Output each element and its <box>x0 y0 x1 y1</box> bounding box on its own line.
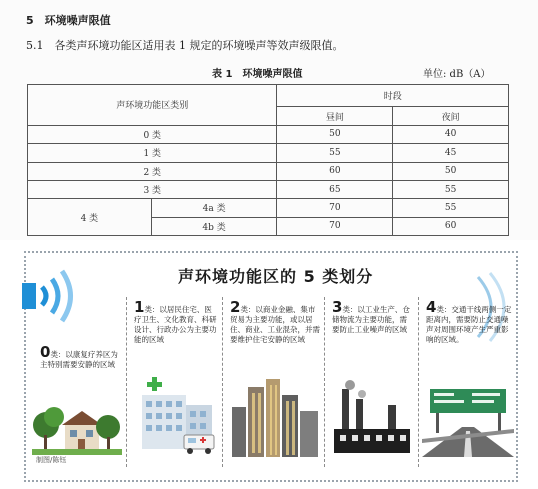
category-number: 0 <box>40 343 51 361</box>
category-number: 2 <box>230 298 241 316</box>
row-label: 1 类 <box>28 144 277 162</box>
category-number: 1 <box>134 298 145 316</box>
category-number: 3 <box>332 298 343 316</box>
row-day: 50 <box>277 125 393 143</box>
row-day: 55 <box>277 144 393 162</box>
row-night: 55 <box>393 180 509 198</box>
category-text: 类：以居民住宅、医疗卫生、文化教育、科研设计、行政办公为主要功能的区域 <box>134 305 217 344</box>
row-day: 65 <box>277 180 393 198</box>
table-row <box>28 162 509 180</box>
table-row <box>28 180 509 198</box>
category-text: 类：以康复疗养区为主特别需要安静的区域 <box>40 350 118 369</box>
city-skyline-illustration <box>228 377 322 457</box>
category-text: 类：以商业金融、集市贸易为主要功能，或以居住、商业、工业混杂，并需要维护住宅安静的区域 <box>230 305 320 344</box>
header-period: 时段 <box>277 85 509 107</box>
category-number: 4 <box>426 298 437 316</box>
noise-limit-table <box>27 84 509 236</box>
row-label-class4: 4 类 <box>28 199 152 236</box>
speaker-icon <box>22 255 102 335</box>
subrow-label: 4b 类 <box>151 217 277 235</box>
row-night: 50 <box>393 162 509 180</box>
house-trees-illustration <box>32 391 122 455</box>
row-label: 3 类 <box>28 180 277 198</box>
subrow-label: 4a 类 <box>151 199 277 217</box>
row-night: 45 <box>393 144 509 162</box>
category-3 <box>332 298 414 335</box>
standard-document <box>0 0 538 240</box>
row-day: 70 <box>277 199 393 217</box>
divider <box>324 297 325 467</box>
category-1 <box>134 298 218 345</box>
clause-text: 5.1 各类声环境功能区适用表 1 规定的环境噪声等效声级限值。 <box>26 39 344 52</box>
illustration-credit: 制图/陈钰 <box>36 456 67 464</box>
row-label: 2 类 <box>28 162 277 180</box>
category-text: 类：交通干线两侧一定距离内，需要防止交通噪声对周围环境产生严重影响的区域。 <box>426 305 512 344</box>
table-unit: 单位: dB（A） <box>423 69 491 80</box>
function-zone-poster <box>24 251 518 482</box>
factory-illustration <box>328 379 418 457</box>
category-2 <box>230 298 320 345</box>
row-night: 55 <box>393 199 509 217</box>
table-row <box>28 144 509 162</box>
row-night: 60 <box>393 217 509 235</box>
header-night: 夜间 <box>393 107 509 125</box>
divider <box>222 297 223 467</box>
row-day: 70 <box>277 217 393 235</box>
header-day: 昼间 <box>277 107 393 125</box>
table-caption: 表 1 环境噪声限值 <box>212 69 303 80</box>
category-text: 类：以工业生产、仓储物流为主要功能，需要防止工业噪声的区域 <box>332 305 410 334</box>
section-title: 5 环境噪声限值 <box>26 14 111 27</box>
row-day: 60 <box>277 162 393 180</box>
hospital-illustration <box>134 373 220 457</box>
category-4 <box>426 298 512 345</box>
table-row <box>28 125 509 143</box>
divider <box>418 297 419 467</box>
highway-illustration <box>422 381 514 457</box>
row-label: 0 类 <box>28 125 277 143</box>
table-row <box>28 199 509 217</box>
divider <box>126 297 127 467</box>
header-category: 声环境功能区类别 <box>28 85 277 126</box>
category-0 <box>40 343 122 370</box>
poster-title: 声环境功能区的 5 类划分 <box>178 267 374 286</box>
row-night: 40 <box>393 125 509 143</box>
